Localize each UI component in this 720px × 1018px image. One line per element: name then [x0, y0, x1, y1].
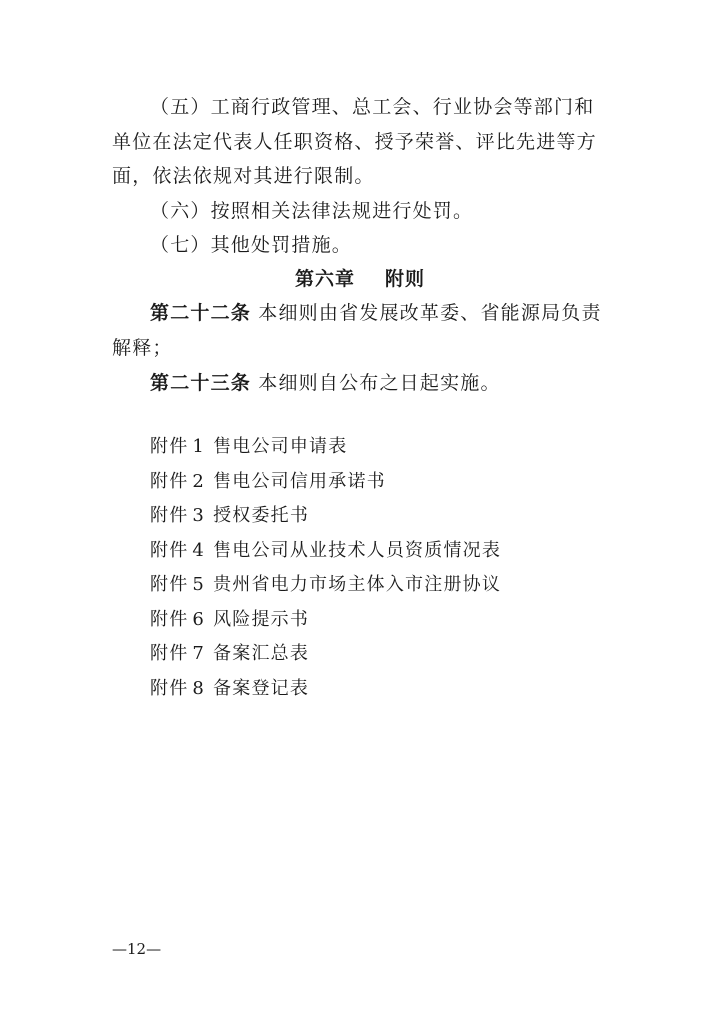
chapter-heading: [0, 264, 720, 291]
chapter-number: 第六章: [294, 268, 355, 290]
article-22: [112, 296, 612, 365]
chapter-title: 附则: [385, 268, 426, 290]
clause-seven: （七）其他处罚措施。: [150, 234, 353, 256]
article-23: [112, 366, 612, 401]
article-22-label: 第二十二条: [150, 302, 252, 324]
attachment-item: 附件 5 贵州省电力市场主体入市注册协议: [150, 574, 502, 595]
attachment-item: 附件 3 授权委托书: [150, 505, 310, 526]
attachment-list: [150, 430, 501, 706]
article-22-text: 本细则由省发展改革委、省能源局负责解释；: [112, 302, 602, 359]
clause-six: （六）按照相关法律法规进行处罚。: [150, 200, 474, 222]
attachment-item: 附件 8 备案登记表: [150, 677, 310, 699]
attachment-item: 附件 4 售电公司从业技术人员资质情况表: [150, 539, 502, 561]
article-23-text: 本细则自公布之日起实施。: [258, 372, 501, 394]
attachment-item: 附件 1 售电公司申请表: [150, 436, 348, 457]
attachment-item: 附件 7 备案汇总表: [150, 643, 310, 664]
article-23-label: 第二十三条: [150, 372, 252, 394]
attachment-item: 附件 2 售电公司信用承诺书: [150, 470, 386, 492]
clause-five: （五）工商行政管理、总工会、行业协会等部门和单位在法定代表人任职资格、授予荣誉、评比先进等方面，依法依规对其进行限制。: [112, 96, 597, 187]
attachment-item: 附件 6 风险提示书: [150, 608, 310, 630]
page-number: —12—: [112, 940, 162, 958]
